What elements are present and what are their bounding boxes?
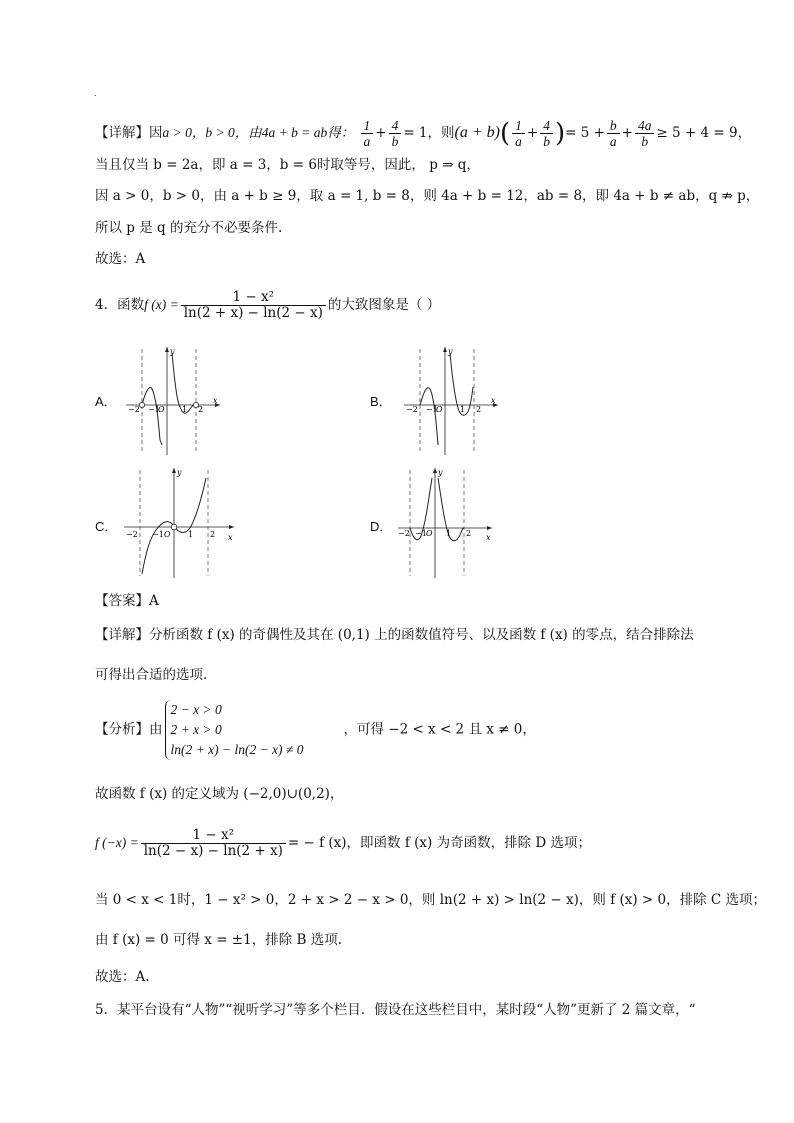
graph-option-b[interactable] [400,345,500,457]
svg-text:1: 1 [188,530,194,539]
graph-option-d[interactable] [396,466,496,580]
svg-text:1: 1 [446,529,452,538]
inequality-system: 2 − x > 0 2 + x > 0 ln(2 + x) − ln(2 − x) ≠ 0 [165,700,304,760]
question-5: 5．某平台设有“人物”“视听学习”等多个栏目．假设在这些栏目中，某时段“人物”更新了 2 篇文章，“ [95,1002,696,1018]
detail-explain-1: 【详解】分析函数 f (x) 的奇偶性及其在 (0,1) 上的函数值符号、以及函数 f (x) 的零点，结合排除法 [95,627,694,643]
svg-text:−2: −2 [128,405,140,414]
svg-text:y: y [438,468,443,477]
detail-line-5: 故选：A [95,251,146,267]
svg-text:y: y [177,468,182,477]
svg-text:O: O [158,405,165,414]
odd-function-line: f (−x) = $\frac{\text{1 − x²}}{\ln(2 - x) - \ln(2 + x)}$ = − f (x)，即函数 f (x) 为奇函数，排除 D 选项； [95,827,591,859]
domain-line: 故函数 f (x) 的定义域为 (−2,0)∪(0,2)， [95,786,344,802]
svg-text:−1: −1 [148,405,160,414]
detail-tag: 【详解】 [95,125,149,141]
graph-option-c[interactable] [122,466,237,580]
svg-text:−1: −1 [426,405,438,414]
detail-line-3: 因 a > 0，b > 0，由 a + b ≥ 9，取 a = 1, b = 8，则 4a + b = 12，ab = 8，即 4a + b ≠ ab，q ⇏ p， [95,188,760,204]
answer-line [95,591,159,611]
svg-text:−2: −2 [126,530,138,539]
svg-text:−1: −1 [152,530,164,539]
graph-option-a[interactable] [122,345,222,457]
svg-text:1: 1 [460,405,466,414]
svg-text:2: 2 [466,529,472,538]
svg-text:O: O [436,405,443,414]
svg-text:y: y [170,347,175,356]
svg-text:x: x [228,533,233,542]
svg-text:2: 2 [210,530,216,539]
final-answer-line: 故选：A. [95,969,150,985]
svg-text:O: O [164,530,171,539]
svg-text:−2: −2 [406,405,418,414]
interval-line: 当 0 < x < 1时，1 − x² > 0，2 + x > 2 − x > 0，则 ln(2 + x) > ln(2 − x)，则 f (x) > 0，排除 C 选项； [95,892,767,908]
svg-text:1: 1 [182,405,188,414]
svg-text:−1: −1 [415,529,427,538]
svg-text:y: y [448,347,453,356]
svg-text:x: x [213,396,218,405]
svg-text:2: 2 [476,405,482,414]
detail-line-4: 所以 p 是 q 的充分不必要条件. [95,220,283,236]
answer-value: A [149,593,159,609]
detail-explain-2: 可得出合适的选项. [95,667,208,683]
option-d-label[interactable]: D． [370,519,393,534]
svg-text:O: O [426,529,433,538]
detail-line-2: 当且仅当 b = 2a，即 a = 3，b = 6时取等号，因此， p ⇒ q， [95,157,480,173]
svg-text:−2: −2 [398,529,410,538]
stray-dot: . [94,89,97,98]
question-4: 4．函数f (x) = $\frac{\text{1 − x²}}{\ln(2 + x) - \ln(2 - x)}$ 的大致图象是（ ） [95,289,441,321]
svg-text:x: x [491,396,496,405]
analysis-system: 【分析】由 2 − x > 0 2 + x > 0 ln(2 + x) − ln(2 − x) ≠ 0 ，可得 −2 < x < 2 且 x ≠ 0， [95,700,536,760]
answer-tag: 【答案】 [95,593,149,609]
zero-line: 由 f (x) = 0 可得 x = ±1，排除 B 选项. [95,932,342,948]
svg-text:x: x [486,533,491,542]
option-c-label[interactable]: C． [95,519,118,534]
detail-line-1: 【详解】因a > 0，b > 0，由4a + b = ab得： $\frac{1}{a}$ + $\frac{4}{b}$ = 1，则(a + b)( $\frac{1}{a}$ + $\frac{4}{b}$ )= 5 + $\frac{b}{a}$ + $\frac{4a}{b}$ ≥ 5 + 4 = 9， [95,118,752,149]
option-b-label[interactable]: B． [370,394,392,409]
option-a-label[interactable]: A． [95,394,117,409]
svg-text:2: 2 [198,405,204,414]
